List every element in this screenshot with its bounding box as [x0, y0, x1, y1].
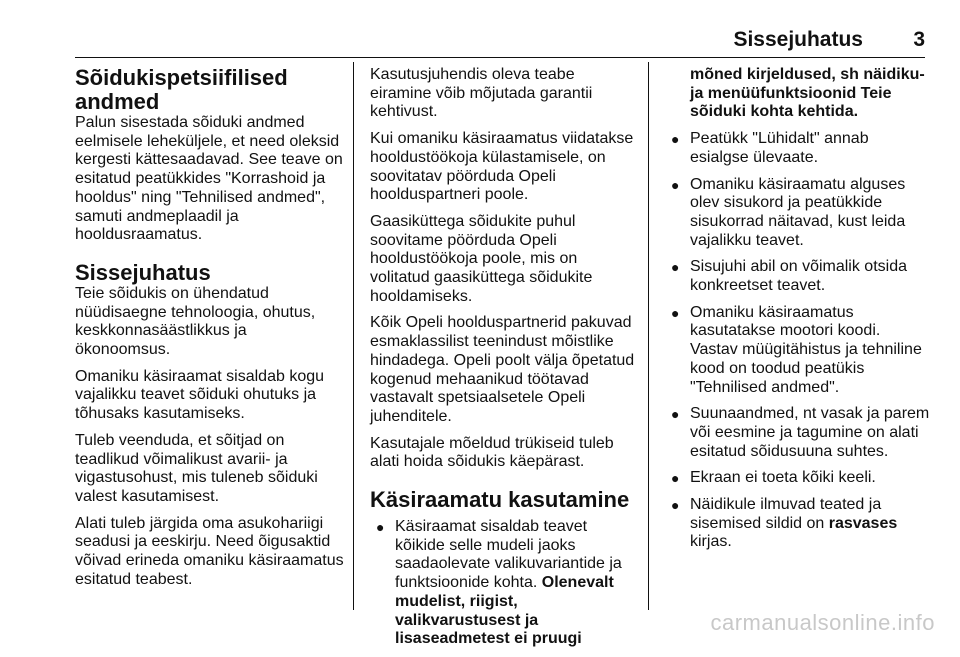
bullet-icon: ● [671, 131, 680, 148]
bullet-icon: ● [671, 406, 680, 423]
page-header [75, 28, 925, 56]
paragraph: Teie sõidukis on ühendatud nüüdisaegne tehnoloogia, ohutus, keskkonnasäästlikkus ja ökonoomsus. [75, 284, 316, 359]
bullet-item: ● Suunaandmed, nt vasak ja parem või eesmine ja tagumine on alati esitatud sõidusuuna suhtes. [671, 405, 930, 460]
paragraph: Kasutusjuhendis oleva teabe eiramine võib mõjutada garantii kehtivust. [370, 66, 593, 121]
footer-watermark: carmanualsonline.info [710, 610, 935, 635]
bullet-item: ● Ekraan ei toeta kõiki keeli. [671, 469, 876, 487]
column-divider-2 [648, 62, 649, 610]
bullet-icon: ● [671, 259, 680, 276]
column-2 [370, 66, 635, 657]
paragraph: Palun sisestada sõiduki andmed eelmisele leheküljele, et need oleksid kergesti kättesaadavad. See teave on esitatud peatükkides "Korrashoid ja hooldus" ning "Tehnilised andmed", samuti andmeplaadil ja hooldusraamatus. [75, 114, 343, 244]
paragraph: Omaniku käsiraamat sisaldab kogu vajalikku teavet sõiduki ohutuks ja tõhusaks kasutamiseks. [75, 367, 325, 423]
bullet-icon: ● [671, 176, 680, 193]
running-title: Sissejuhatus [733, 28, 863, 51]
section-heading-vehicle-data: Sõidukispetsiifilised andmed [75, 65, 288, 114]
bullet-item: ● Omaniku käsiraamatus kasutatakse mootori koodi. Vastav müügitähistus ja tehniline kood on toodud peatükis "Tehnilised andmed". [671, 303, 922, 396]
paragraph: Kasutajale mõeldud trükiseid tuleb alati hoida sõidukis käepärast. [370, 434, 614, 471]
bullet-item-continued: mõned kirjeldused, sh näidiku- ja menüüfunktsioonid Teie sõiduki kohta kehtida. [690, 66, 925, 121]
bullet-item: ● Näidikule ilmuvad teated ja sisemised sildid on rasvases kirjas. [671, 496, 898, 551]
paragraph: Alati tuleb järgida oma asukohariigi seadusi ja eeskirju. Need õigusaktid võivad erineda omaniku käsiraamatus esitatud teabest. [75, 514, 344, 588]
paragraph: Kui omaniku käsiraamatus viidatakse hooldustöökoja külastamisele, on soovitatav pöörduda Opeli hoolduspartneri poole. [370, 130, 634, 204]
bullet-icon: ● [671, 497, 680, 514]
column-divider-1 [353, 62, 354, 610]
paragraph: Tuleb veenduda, et sõitjad on teadlikud võimalikust avarii- ja vigastusohust, mis tuleneb sõiduki valest kasutamisest. [75, 431, 318, 505]
section-heading-introduction: Sissejuhatus [75, 259, 211, 285]
paragraph: Kõik Opeli hoolduspartnerid pakuvad esmaklassilist teenindust mõistlike hindadega. Opeli poolt välja õpetatud kogenud mehaanikud töötavad vastavalt spetsiaalsetele Opeli juhenditele. [370, 314, 635, 425]
paragraph: Gaasiküttega sõidukite puhul soovitame pöörduda Opeli hooldustöökoja poole, mis on volitatud gaasiküttega sõidukite hooldamiseks. [370, 212, 593, 305]
column-3 [665, 66, 930, 560]
bullet-item: ● Omaniku käsiraamatu alguses olev sisukord ja peatükkide sisukorrad näitavad, kust leida vajalikku teavet. [671, 175, 906, 249]
bullet-icon: ● [671, 470, 680, 487]
bullet-icon: ● [376, 519, 385, 536]
column-1 [75, 66, 345, 597]
bullet-item: ● Sisujuhi abil on võimalik otsida konkreetset teavet. [671, 258, 907, 295]
page-number: 3 [913, 28, 925, 51]
bullet-item: ● Peatükk "Lühidalt" annab esialgse ülevaate. [671, 130, 869, 166]
bullet-icon: ● [671, 304, 680, 321]
section-heading-using-manual: Käsiraamatu kasutamine [370, 487, 630, 513]
bullet-item: ● Käsiraamat sisaldab teavet kõikide selle mudeli jaoks saadaolevate valikuvariantide ja funktsioonide kohta. Olenevalt mudelist, riigist, valikvarustusest ja lisaseadmetest ei pruugi [376, 518, 622, 648]
header-rule [75, 57, 925, 58]
